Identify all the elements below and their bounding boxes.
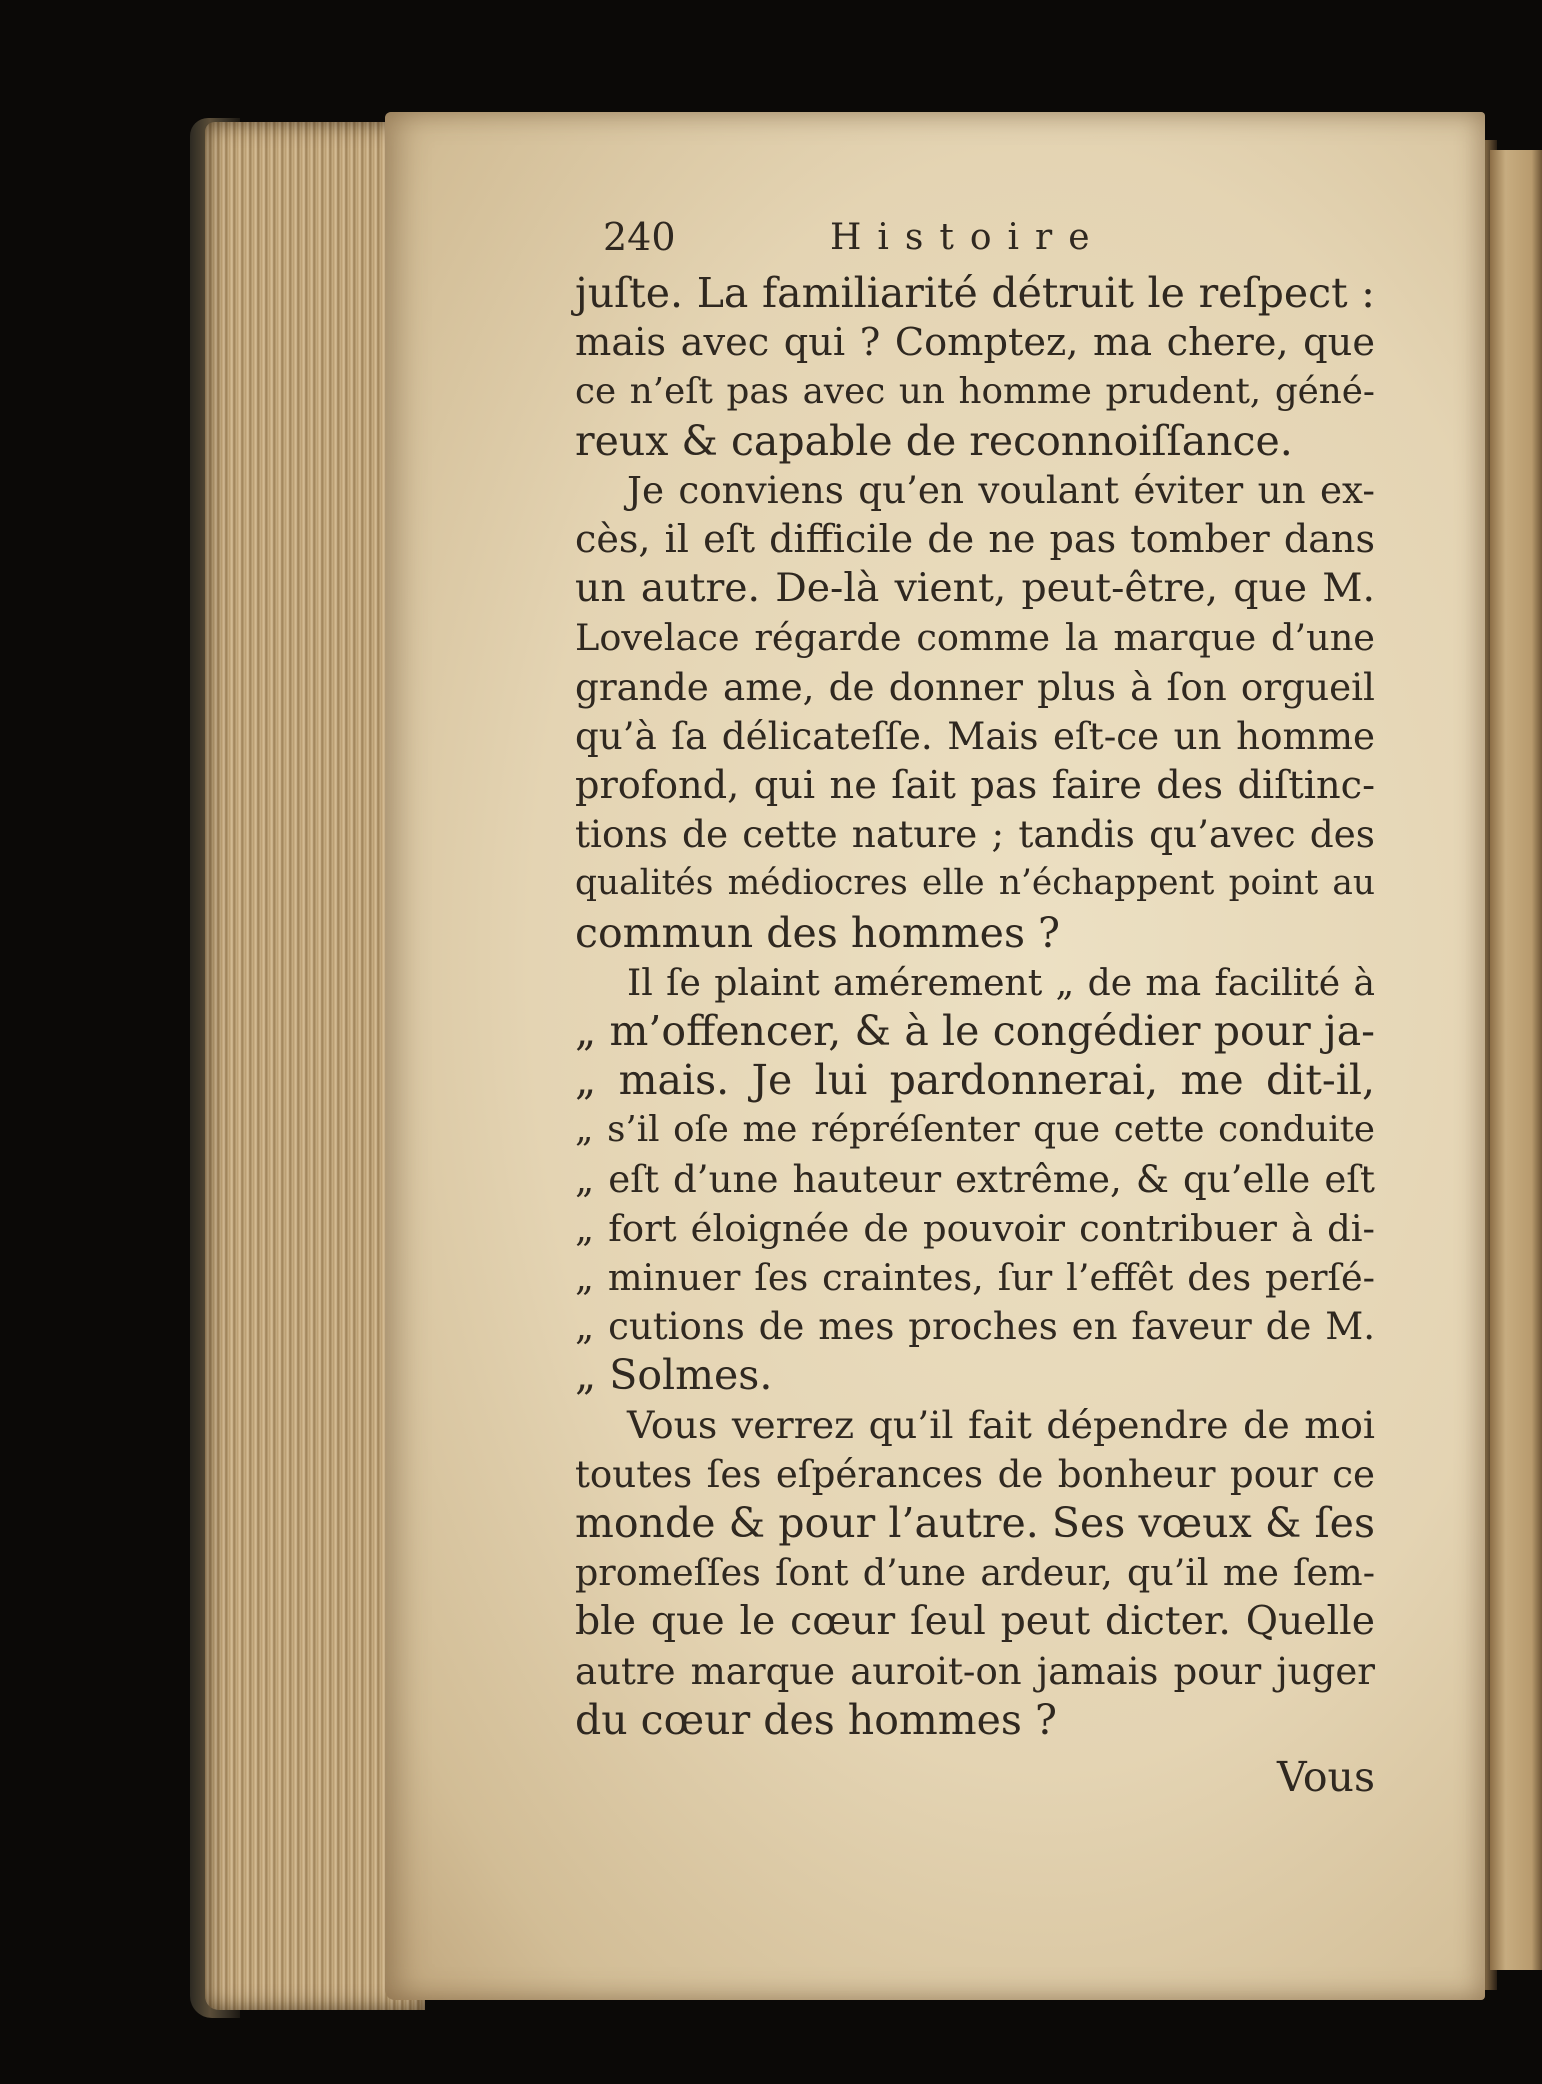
text-line: „ cutions de mes proches en faveur de M. bbox=[575, 1305, 1375, 1349]
text-line: Il ſe plaint amérement „ de ma facilité à bbox=[627, 960, 1375, 1004]
text-line: toutes ſes eſpérances de bonheur pour ce bbox=[575, 1452, 1375, 1496]
text-line: mais avec qui ? Comptez, ma chere, que bbox=[575, 320, 1375, 366]
page-number: 240 bbox=[603, 215, 676, 259]
text-line: reux & capable de reconnoiſſance. bbox=[575, 416, 1293, 465]
text-line: promeſſes ſont d’une ardeur, qu’il me ſem- bbox=[575, 1551, 1375, 1595]
page-text bbox=[575, 205, 1375, 1802]
text-line: ble que le cœur ſeul peut dicter. Quelle bbox=[575, 1598, 1375, 1645]
text-line: un autre. De-là vient, peut-être, que M. bbox=[575, 565, 1375, 612]
text-line: commun des hommes ? bbox=[575, 908, 1060, 957]
text-line: „ m’offencer, & à le congédier pour ja- bbox=[575, 1007, 1375, 1056]
text-line: grande ame, de donner plus à ſon orgueil bbox=[575, 664, 1375, 709]
text-line: Lovelace régarde comme la marque d’une bbox=[575, 616, 1375, 660]
text-line: tions de cette nature ; tandis qu’avec des bbox=[575, 812, 1375, 857]
text-line: du cœur des hommes ? bbox=[575, 1695, 1057, 1744]
text-line: cès, il eſt difficile de ne pas tomber dans bbox=[575, 517, 1375, 562]
text-line: „ minuer ſes craintes, ſur l’effêt des perſé- bbox=[575, 1256, 1375, 1300]
text-line: „ s’il oſe me répréſenter que cette conduite bbox=[575, 1109, 1375, 1151]
running-title: Histoire bbox=[830, 217, 1106, 258]
text-line: Vous verrez qu’il fait dépendre de moi bbox=[627, 1402, 1375, 1447]
text-line: „ fort éloignée de pouvoir contribuer à di- bbox=[575, 1206, 1375, 1250]
text-line: ce n’eſt pas avec un homme prudent, géné- bbox=[575, 371, 1375, 413]
text-line: „ eſt d’une hauteur extrême, & qu’elle eſt bbox=[575, 1157, 1375, 1201]
text-line: „ Solmes. bbox=[575, 1351, 773, 1400]
facing-page-edge bbox=[1490, 150, 1542, 1970]
text-line: qu’à ſa délicateſſe. Mais eſt-ce un homme bbox=[575, 713, 1375, 758]
text-line: juſte. La familiarité détruit le reſpect : bbox=[575, 269, 1375, 317]
text-line: „ mais. Je lui pardonnerai, me dit-il, bbox=[575, 1056, 1375, 1105]
text-line: qualités médiocres elle n’échappent point au bbox=[575, 863, 1375, 904]
running-head bbox=[575, 205, 1375, 265]
text-line: profond, qui ne ſait pas faire des diſtinc- bbox=[575, 763, 1375, 809]
catchword: Vous bbox=[1277, 1753, 1375, 1802]
text-line: Je conviens qu’en voulant éviter un ex- bbox=[627, 467, 1375, 512]
text-line: autre marque auroit-on jamais pour juger bbox=[575, 1649, 1375, 1693]
text-line: monde & pour l’autre. Ses vœux & ſes bbox=[575, 1499, 1375, 1548]
